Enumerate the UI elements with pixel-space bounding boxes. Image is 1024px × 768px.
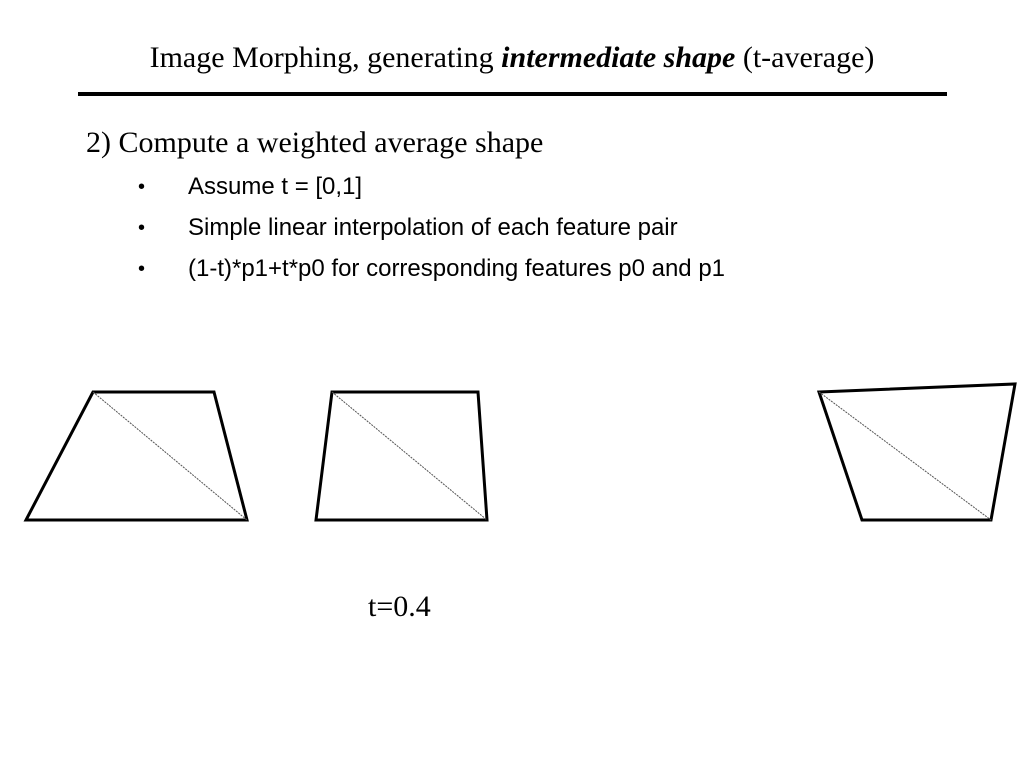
intermediate-quadrilateral — [316, 392, 487, 520]
target-quadrilateral — [819, 384, 1015, 520]
target-diagonal — [819, 392, 991, 520]
title-suffix: (t-average) — [735, 41, 875, 74]
slide-title — [0, 38, 1024, 78]
morph-shapes-diagram — [0, 370, 1024, 540]
source-quadrilateral — [26, 392, 247, 520]
title-prefix: Image Morphing, generating — [149, 41, 502, 74]
bullet-text: Simple linear interpolation of each feature pair — [188, 214, 678, 241]
bullet-text: Assume t = [0,1] — [188, 173, 363, 200]
target-shape — [819, 384, 1015, 520]
bullet-marker: • — [138, 258, 146, 280]
section-heading: 2) Compute a weighted average shape — [86, 126, 544, 159]
bullet-marker: • — [138, 176, 146, 198]
bullet-marker: • — [138, 217, 146, 239]
source-shape — [26, 392, 247, 520]
intermediate-shape — [316, 392, 487, 520]
bullet-text: (1-t)*p1+t*p0 for corresponding features p0 and p1 — [188, 255, 726, 282]
t-value-label: t=0.4 — [368, 590, 431, 623]
title-divider — [78, 92, 947, 96]
source-diagonal — [93, 392, 247, 520]
intermediate-diagonal — [332, 392, 487, 520]
title-emphasis: intermediate shape — [501, 41, 736, 74]
